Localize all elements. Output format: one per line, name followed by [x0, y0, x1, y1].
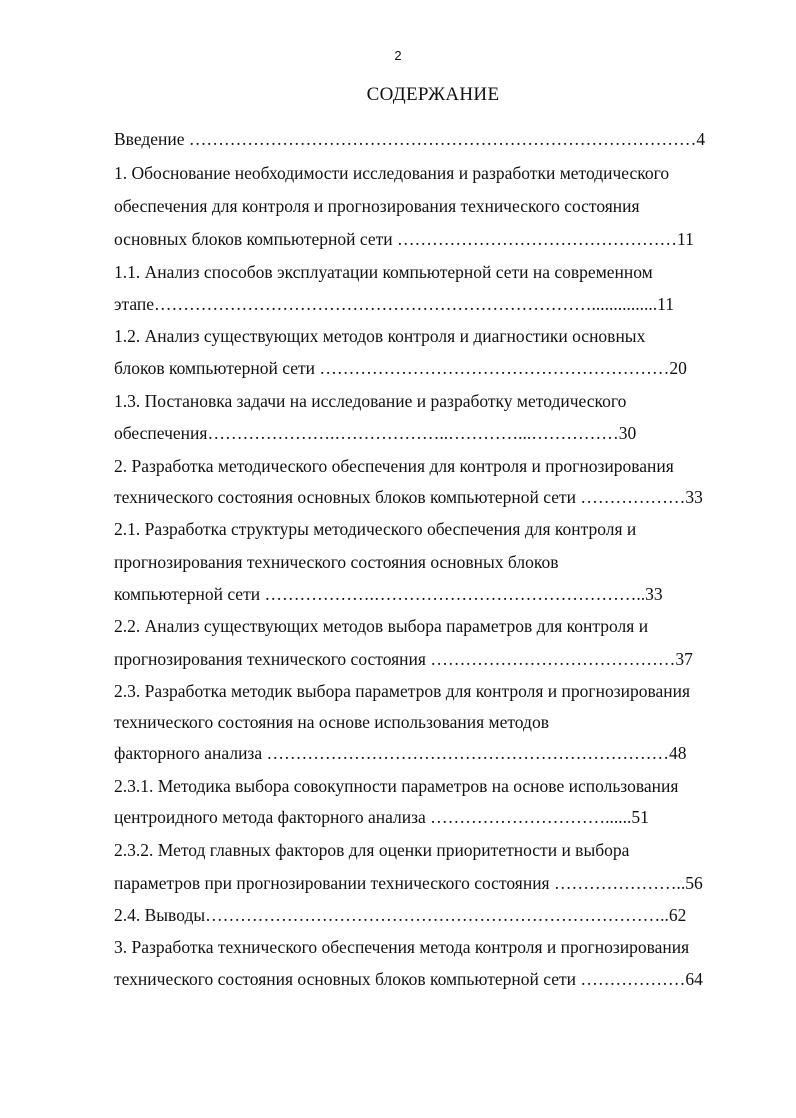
toc-line: блоков компьютерной сети ……………………………………………………20 [114, 358, 687, 378]
toc-line: 1.2. Анализ существующих методов контроля и диагностики основных [114, 326, 646, 346]
toc-line: обеспечения………………….………………..…………...……………30 [114, 423, 637, 443]
toc-line: Введение ……………………………………………………………………………4 [114, 129, 706, 149]
toc-line: 1. Обоснование необходимости исследования и разработки методического [114, 163, 670, 183]
toc-line: 2.3. Разработка методик выбора параметров для контроля и прогнозирования [114, 681, 691, 701]
toc-line: 3. Разработка технического обеспечения метода контроля и прогнозирования [114, 937, 690, 957]
page-title: СОДЕРЖАНИЕ [366, 84, 500, 105]
toc-line: центроидного метода факторного анализа …………………………......51 [114, 807, 649, 827]
toc-line: 1.3. Постановка задачи на исследование и разработку методического [114, 391, 627, 411]
toc-line: 2.4. Выводы……………………………………………………………………..62 [114, 905, 687, 925]
toc-line: компьютерной сети ……………….………………………………………..33 [114, 584, 663, 604]
toc-line: технического состояния на основе использования методов [114, 712, 549, 732]
toc-line: 1.1. Анализ способов эксплуатации компьютерной сети на современном [114, 262, 653, 282]
toc-line: 2. Разработка методического обеспечения для контроля и прогнозирования [114, 456, 674, 476]
toc-line: технического состояния основных блоков компьютерной сети ………………33 [114, 487, 703, 507]
toc-line: обеспечения для контроля и прогнозирования технического состояния [114, 196, 640, 216]
toc-line: основных блоков компьютерной сети …………………………………………11 [114, 229, 694, 249]
toc-line: технического состояния основных блоков компьютерной сети ………………64 [114, 969, 703, 989]
toc-line: 2.3.1. Методика выбора совокупности параметров на основе использования [114, 776, 679, 796]
toc-line: 2.1. Разработка структуры методического обеспечения для контроля и [114, 519, 637, 539]
toc-line: прогнозирования технического состояния ……………………………………37 [114, 649, 693, 669]
toc-line: прогнозирования технического состояния основных блоков [114, 552, 559, 572]
toc-line: 2.2. Анализ существующих методов выбора параметров для контроля и [114, 616, 649, 636]
toc-line: этапе…………………………………………………………………...............11 [114, 294, 675, 314]
toc-line: параметров при прогнозировании технического состояния …………………..56 [114, 873, 703, 893]
page-number: 2 [394, 48, 402, 63]
toc-line: 2.3.2. Метод главных факторов для оценки приоритетности и выбора [114, 840, 630, 860]
toc-line: факторного анализа ……………………………………………………………48 [114, 743, 687, 763]
